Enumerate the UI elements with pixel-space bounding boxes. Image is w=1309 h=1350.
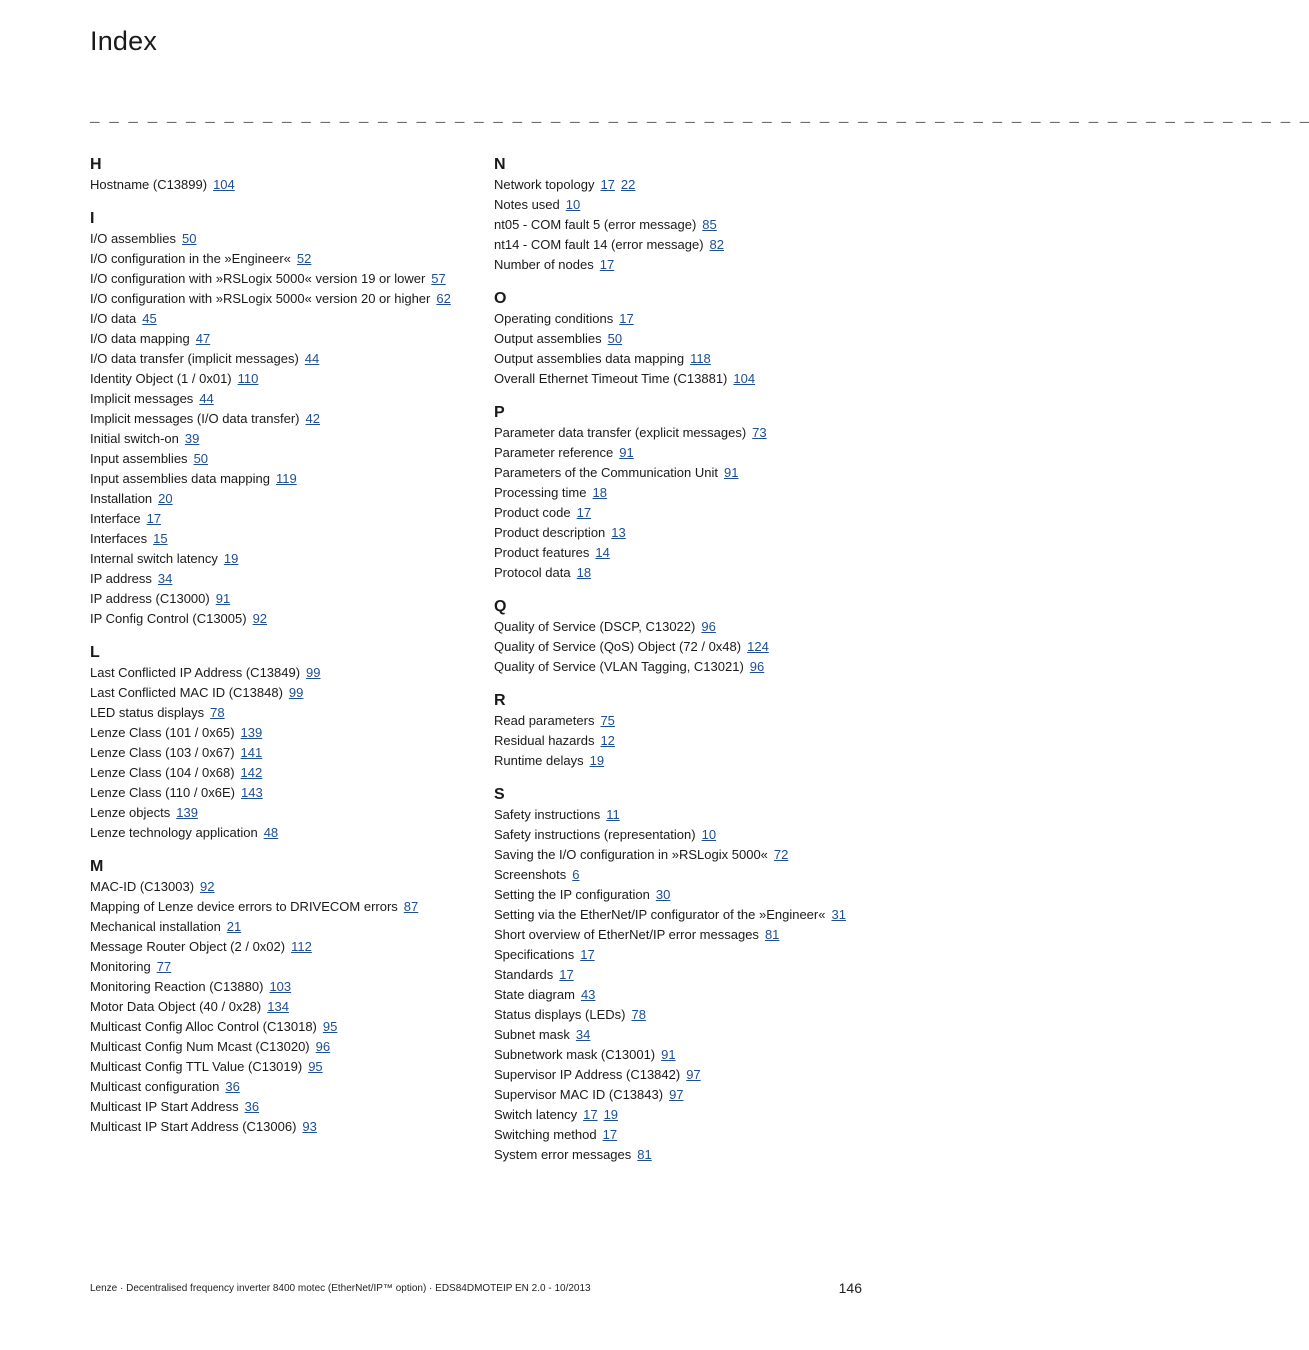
index-entry-text: Switching method bbox=[494, 1127, 597, 1142]
index-entry bbox=[494, 443, 874, 463]
page-link[interactable]: 78 bbox=[210, 705, 225, 720]
page-link[interactable]: 124 bbox=[747, 639, 769, 654]
page-link[interactable]: 91 bbox=[661, 1047, 676, 1062]
index-entry-text: Multicast IP Start Address bbox=[90, 1099, 239, 1114]
index-entry bbox=[90, 175, 480, 195]
index-entry-text: Saving the I/O configuration in »RSLogix 5000« bbox=[494, 847, 768, 862]
index-entry bbox=[494, 805, 874, 825]
index-entry-text: Read parameters bbox=[494, 713, 595, 728]
index-entry bbox=[494, 751, 874, 771]
index-entry bbox=[90, 529, 480, 549]
page-link[interactable]: 52 bbox=[296, 251, 312, 266]
section-letter: R bbox=[494, 692, 506, 709]
page-link[interactable]: 18 bbox=[592, 485, 607, 500]
page-link[interactable]: 19 bbox=[223, 551, 239, 566]
index-entry bbox=[494, 483, 874, 503]
index-entry bbox=[494, 523, 874, 543]
index-entry bbox=[494, 349, 874, 369]
index-column-left bbox=[90, 155, 480, 1151]
page-link[interactable]: 95 bbox=[322, 1019, 338, 1034]
index-entry bbox=[90, 1097, 480, 1117]
index-entry bbox=[90, 803, 480, 823]
index-entry bbox=[494, 1005, 874, 1025]
index-entry-text: Hostname (C13899) bbox=[90, 177, 208, 192]
index-entry bbox=[90, 249, 480, 269]
page-link[interactable]: 36 bbox=[225, 1079, 240, 1094]
index-section-i bbox=[90, 209, 480, 629]
index-entry bbox=[494, 543, 874, 563]
index-entry bbox=[90, 549, 480, 569]
page-link[interactable]: 134 bbox=[267, 999, 289, 1014]
index-entry bbox=[90, 937, 480, 957]
index-entry bbox=[90, 489, 480, 509]
index-entry-text: MAC-ID (C13003) bbox=[90, 879, 195, 894]
index-entry bbox=[90, 429, 480, 449]
index-entry-text: I/O data bbox=[90, 311, 137, 326]
index-entry-text: Lenze technology application bbox=[90, 825, 258, 840]
page-link[interactable]: 91 bbox=[723, 465, 739, 480]
index-entry bbox=[90, 1037, 480, 1057]
page-link[interactable]: 20 bbox=[158, 491, 173, 506]
index-entry-text: Product description bbox=[494, 525, 606, 540]
page-link[interactable]: 118 bbox=[690, 351, 711, 366]
index-entry-text: Quality of Service (QoS) Object (72 / 0x48) bbox=[494, 639, 742, 654]
index-entry-text: Processing time bbox=[494, 485, 587, 500]
index-entry bbox=[90, 977, 480, 997]
index-entry bbox=[90, 1117, 480, 1137]
page-link[interactable]: 17 bbox=[146, 511, 162, 526]
index-entry bbox=[494, 1045, 874, 1065]
index-entry-text: Subnetwork mask (C13001) bbox=[494, 1047, 656, 1062]
index-entry-text: State diagram bbox=[494, 987, 575, 1002]
index-entry bbox=[494, 329, 874, 349]
index-entry-text: Monitoring bbox=[90, 959, 151, 974]
index-entry bbox=[494, 1125, 874, 1145]
index-entry-text: Runtime delays bbox=[494, 753, 584, 768]
index-entry-text: Implicit messages (I/O data transfer) bbox=[90, 411, 300, 426]
index-entry bbox=[90, 743, 480, 763]
index-entry-text: I/O data mapping bbox=[90, 331, 190, 346]
index-entry bbox=[90, 763, 480, 783]
page-link[interactable]: 18 bbox=[576, 565, 592, 580]
index-entry-text: Parameter data transfer (explicit messages) bbox=[494, 425, 747, 440]
page-link[interactable]: 78 bbox=[631, 1007, 646, 1022]
index-entry bbox=[90, 329, 480, 349]
index-entry-text: IP Config Control (C13005) bbox=[90, 611, 247, 626]
index-entry bbox=[90, 877, 480, 897]
section-letter: S bbox=[494, 786, 505, 803]
page-link[interactable]: 34 bbox=[575, 1027, 591, 1042]
index-entry-text: Status displays (LEDs) bbox=[494, 1007, 626, 1022]
index-entry bbox=[90, 683, 480, 703]
index-entry bbox=[90, 783, 480, 803]
index-entry bbox=[494, 657, 874, 677]
page-link[interactable]: 92 bbox=[252, 611, 268, 626]
section-letter: I bbox=[90, 210, 95, 227]
section-letter: O bbox=[494, 290, 507, 307]
page-link[interactable]: 112 bbox=[291, 939, 312, 954]
index-entry bbox=[494, 1065, 874, 1085]
page-link[interactable]: 47 bbox=[195, 331, 211, 346]
index-entry-text: Overall Ethernet Timeout Time (C13881) bbox=[494, 371, 728, 386]
page-link[interactable]: 17 bbox=[576, 505, 592, 520]
page-link[interactable]: 17 bbox=[599, 257, 615, 272]
index-entry-text: Number of nodes bbox=[494, 257, 594, 272]
index-entry-text: Output assemblies data mapping bbox=[494, 351, 685, 366]
page-link[interactable]: 17 bbox=[600, 177, 615, 192]
index-entry-text: Multicast IP Start Address (C13006) bbox=[90, 1119, 297, 1134]
index-entry-text: Short overview of EtherNet/IP error messages bbox=[494, 927, 759, 942]
page-link[interactable]: 77 bbox=[156, 959, 172, 974]
index-entry bbox=[494, 215, 874, 235]
index-entry-text: Standards bbox=[494, 967, 554, 982]
index-entry-text: Quality of Service (DSCP, C13022) bbox=[494, 619, 696, 634]
index-section-p bbox=[494, 403, 874, 583]
index-entry bbox=[90, 1057, 480, 1077]
index-entry-text: Residual hazards bbox=[494, 733, 595, 748]
page-link[interactable]: 44 bbox=[304, 351, 320, 366]
index-entry-text: Protocol data bbox=[494, 565, 571, 580]
page-link[interactable]: 39 bbox=[184, 431, 200, 446]
page-link[interactable]: 96 bbox=[701, 619, 716, 634]
page-link[interactable]: 44 bbox=[199, 391, 214, 406]
page-link[interactable]: 30 bbox=[655, 887, 671, 902]
page-link[interactable]: 85 bbox=[702, 217, 717, 232]
index-entry-text: IP address bbox=[90, 571, 152, 586]
index-entry-text: Message Router Object (2 / 0x02) bbox=[90, 939, 286, 954]
index-entry bbox=[90, 997, 480, 1017]
index-entry-text: I/O configuration with »RSLogix 5000« version 20 or higher bbox=[90, 291, 431, 306]
page-link[interactable]: 95 bbox=[308, 1059, 323, 1074]
index-entry bbox=[90, 823, 480, 843]
page-link[interactable]: 6 bbox=[572, 867, 580, 882]
index-entry-text: Output assemblies bbox=[494, 331, 602, 346]
index-entry bbox=[494, 617, 874, 637]
index-entry-text: Mechanical installation bbox=[90, 919, 221, 934]
index-entry bbox=[90, 229, 480, 249]
index-entry-text: Monitoring Reaction (C13880) bbox=[90, 979, 264, 994]
page-link[interactable]: 139 bbox=[240, 725, 263, 740]
index-entry-text: Mapping of Lenze device errors to DRIVECOM errors bbox=[90, 899, 398, 914]
index-entry bbox=[90, 917, 480, 937]
page-link[interactable]: 17 bbox=[602, 1127, 618, 1142]
index-entry bbox=[90, 723, 480, 743]
index-entry-text: Multicast Config Alloc Control (C13018) bbox=[90, 1019, 317, 1034]
page-link[interactable]: 92 bbox=[200, 879, 215, 894]
index-entry-text: Parameters of the Communication Unit bbox=[494, 465, 718, 480]
section-letter: L bbox=[90, 644, 100, 661]
index-entry-text: Installation bbox=[90, 491, 153, 506]
index-entry-text: Last Conflicted MAC ID (C13848) bbox=[90, 685, 283, 700]
page-link[interactable]: 21 bbox=[226, 919, 242, 934]
page-link[interactable]: 50 bbox=[193, 451, 209, 466]
index-entry-text: Initial switch-on bbox=[90, 431, 179, 446]
index-entry-text: Product features bbox=[494, 545, 590, 560]
index-entry-text: Network topology bbox=[494, 177, 595, 192]
index-section-h bbox=[90, 155, 480, 195]
index-entry bbox=[494, 1145, 874, 1165]
dashed-divider: _ _ _ _ _ _ _ _ _ _ _ _ _ _ _ _ _ _ _ _ _ _ _ _ _ _ _ _ _ _ _ _ _ _ _ _ _ _ _ _ _ _ _ _ _ _ _ _ _ _ _ _ _ _ _ _ _ _ _ _ _ _ _ _ bbox=[90, 108, 1309, 126]
index-entry bbox=[494, 195, 874, 215]
page-link[interactable]: 10 bbox=[701, 827, 717, 842]
page-link[interactable]: 14 bbox=[595, 545, 610, 560]
page-link[interactable]: 43 bbox=[580, 987, 596, 1002]
index-entry bbox=[494, 865, 874, 885]
index-entry-text: Subnet mask bbox=[494, 1027, 570, 1042]
index-entry bbox=[494, 845, 874, 865]
index-entry bbox=[90, 1077, 480, 1097]
index-column-right bbox=[494, 155, 874, 1179]
index-entry bbox=[494, 423, 874, 443]
index-section-q bbox=[494, 597, 874, 677]
index-entry-text: Product code bbox=[494, 505, 571, 520]
index-entry-text: Parameter reference bbox=[494, 445, 614, 460]
index-entry bbox=[494, 711, 874, 731]
index-entry bbox=[494, 563, 874, 583]
page-link[interactable]: 19 bbox=[603, 1107, 619, 1122]
page-link[interactable]: 72 bbox=[773, 847, 789, 862]
index-entry-text: Multicast Config TTL Value (C13019) bbox=[90, 1059, 303, 1074]
page-link[interactable]: 45 bbox=[142, 311, 157, 326]
index-entry-text: Setting the IP configuration bbox=[494, 887, 650, 902]
page-link[interactable]: 50 bbox=[607, 331, 623, 346]
section-letter: M bbox=[90, 858, 104, 875]
page-link[interactable]: 97 bbox=[686, 1067, 701, 1082]
index-section-m bbox=[90, 857, 480, 1137]
page-link[interactable]: 97 bbox=[669, 1087, 684, 1102]
page-link[interactable]: 22 bbox=[620, 177, 636, 192]
index-entry bbox=[90, 289, 480, 309]
index-entry-text: Lenze Class (104 / 0x68) bbox=[90, 765, 235, 780]
index-entry bbox=[494, 463, 874, 483]
page-link[interactable]: 31 bbox=[831, 907, 846, 922]
index-entry-text: nt14 - COM fault 14 (error message) bbox=[494, 237, 704, 252]
page-link[interactable]: 36 bbox=[244, 1099, 260, 1114]
page-link[interactable]: 48 bbox=[263, 825, 279, 840]
page-link[interactable]: 17 bbox=[580, 947, 595, 962]
index-entry-text: Lenze Class (110 / 0x6E) bbox=[90, 785, 235, 800]
index-entry-text: Lenze objects bbox=[90, 805, 171, 820]
index-entry bbox=[494, 945, 874, 965]
page-link[interactable]: 11 bbox=[606, 807, 620, 822]
index-entry-text: I/O assemblies bbox=[90, 231, 176, 246]
index-entry bbox=[494, 965, 874, 985]
page-link[interactable]: 91 bbox=[619, 445, 634, 460]
page-link[interactable]: 34 bbox=[157, 571, 173, 586]
index-entry-text: System error messages bbox=[494, 1147, 632, 1162]
page-link[interactable]: 103 bbox=[269, 979, 292, 994]
index-entry bbox=[90, 309, 480, 329]
index-entry-text: Supervisor IP Address (C13842) bbox=[494, 1067, 681, 1082]
section-letter: N bbox=[494, 156, 506, 173]
index-section-r bbox=[494, 691, 874, 771]
index-entry bbox=[90, 703, 480, 723]
index-entry bbox=[494, 309, 874, 329]
index-entry bbox=[90, 469, 480, 489]
index-entry-text: Multicast Config Num Mcast (C13020) bbox=[90, 1039, 310, 1054]
index-entry bbox=[494, 1025, 874, 1045]
page-link[interactable]: 82 bbox=[709, 237, 724, 252]
index-entry bbox=[494, 1085, 874, 1105]
index-entry bbox=[494, 503, 874, 523]
index-entry-text: Operating conditions bbox=[494, 311, 614, 326]
index-entry bbox=[494, 825, 874, 845]
index-entry-text: Switch latency bbox=[494, 1107, 578, 1122]
index-entry-text: Input assemblies bbox=[90, 451, 188, 466]
index-entry bbox=[90, 1017, 480, 1037]
index-entry bbox=[90, 409, 480, 429]
index-entry bbox=[494, 1105, 874, 1125]
page-link[interactable]: 73 bbox=[752, 425, 767, 440]
index-entry-text: Supervisor MAC ID (C13843) bbox=[494, 1087, 664, 1102]
page-link[interactable]: 91 bbox=[215, 591, 231, 606]
page-number: 146 bbox=[838, 1280, 862, 1296]
index-entry bbox=[494, 885, 874, 905]
index-entry bbox=[494, 235, 874, 255]
page-link[interactable]: 17 bbox=[619, 311, 634, 326]
index-entry bbox=[494, 985, 874, 1005]
page-link[interactable]: 99 bbox=[306, 665, 321, 680]
footer-doc-info: Lenze · Decentralised frequency inverter 8400 motec (EtherNet/IP™ option) · EDS84DMOTEIP EN 2.0 - 10/2013 bbox=[90, 1283, 591, 1294]
index-entry-text: Specifications bbox=[494, 947, 575, 962]
section-letter: Q bbox=[494, 598, 507, 615]
page-link[interactable]: 75 bbox=[600, 713, 615, 728]
index-entry-text: Input assemblies data mapping bbox=[90, 471, 270, 486]
page-link[interactable]: 139 bbox=[176, 805, 198, 820]
index-entry-text: Internal switch latency bbox=[90, 551, 218, 566]
index-entry-text: Lenze Class (103 / 0x67) bbox=[90, 745, 235, 760]
page-link[interactable]: 143 bbox=[241, 785, 263, 800]
index-entry bbox=[90, 509, 480, 529]
index-entry bbox=[90, 449, 480, 469]
index-entry bbox=[90, 609, 480, 629]
page-link[interactable]: 141 bbox=[240, 745, 263, 760]
index-entry bbox=[494, 175, 874, 195]
page-link[interactable]: 119 bbox=[275, 471, 297, 486]
page-link[interactable]: 19 bbox=[589, 753, 605, 768]
page-link[interactable]: 104 bbox=[733, 371, 756, 386]
index-entry bbox=[90, 897, 480, 917]
page-link[interactable]: 62 bbox=[436, 291, 451, 306]
index-entry-text: Multicast configuration bbox=[90, 1079, 220, 1094]
index-entry bbox=[90, 349, 480, 369]
page-link[interactable]: 12 bbox=[600, 733, 615, 748]
section-letter: P bbox=[494, 404, 505, 421]
index-entry bbox=[90, 957, 480, 977]
page-link[interactable]: 104 bbox=[213, 177, 235, 192]
index-entry-text: nt05 - COM fault 5 (error message) bbox=[494, 217, 697, 232]
page-link[interactable]: 57 bbox=[431, 271, 446, 286]
page-link[interactable]: 10 bbox=[565, 197, 581, 212]
index-entry-text: Motor Data Object (40 / 0x28) bbox=[90, 999, 262, 1014]
index-entry bbox=[90, 569, 480, 589]
index-entry-text: Interface bbox=[90, 511, 141, 526]
index-entry-text: Interfaces bbox=[90, 531, 148, 546]
index-section-s bbox=[494, 785, 874, 1165]
index-entry bbox=[494, 255, 874, 275]
index-entry-text: Quality of Service (VLAN Tagging, C13021) bbox=[494, 659, 744, 674]
index-entry-text: Safety instructions bbox=[494, 807, 601, 822]
index-entry bbox=[90, 663, 480, 683]
index-entry-text: I/O configuration in the »Engineer« bbox=[90, 251, 291, 266]
index-section-l bbox=[90, 643, 480, 843]
index-entry-text: Safety instructions (representation) bbox=[494, 827, 696, 842]
index-entry-text: Notes used bbox=[494, 197, 560, 212]
page-link[interactable]: 17 bbox=[559, 967, 574, 982]
index-entry bbox=[494, 637, 874, 657]
index-entry bbox=[90, 269, 480, 289]
page-link[interactable]: 96 bbox=[749, 659, 765, 674]
index-entry-text: Screenshots bbox=[494, 867, 567, 882]
index-entry bbox=[494, 925, 874, 945]
index-entry-text: Last Conflicted IP Address (C13849) bbox=[90, 665, 301, 680]
index-entry-text: Implicit messages bbox=[90, 391, 194, 406]
index-entry bbox=[90, 369, 480, 389]
page-link[interactable]: 13 bbox=[611, 525, 626, 540]
page-link[interactable]: 17 bbox=[583, 1107, 598, 1122]
page-link[interactable]: 50 bbox=[181, 231, 197, 246]
index-entry-text: Setting via the EtherNet/IP configurator of the »Engineer« bbox=[494, 907, 826, 922]
page-link[interactable]: 93 bbox=[302, 1119, 317, 1134]
page-link[interactable]: 81 bbox=[637, 1147, 652, 1162]
page-link[interactable]: 81 bbox=[764, 927, 780, 942]
index-section-o bbox=[494, 289, 874, 389]
index-entry-text: IP address (C13000) bbox=[90, 591, 210, 606]
index-entry bbox=[90, 589, 480, 609]
index-entry-text: I/O configuration with »RSLogix 5000« version 19 or lower bbox=[90, 271, 426, 286]
page-title: Index bbox=[90, 26, 158, 56]
index-section-n bbox=[494, 155, 874, 275]
page-link[interactable]: 142 bbox=[240, 765, 263, 780]
index-entry bbox=[494, 905, 874, 925]
page-link[interactable]: 96 bbox=[315, 1039, 331, 1054]
page-link[interactable]: 99 bbox=[288, 685, 304, 700]
index-entry bbox=[494, 369, 874, 389]
index-entry bbox=[90, 389, 480, 409]
index-entry bbox=[494, 731, 874, 751]
section-letter: H bbox=[90, 156, 102, 173]
index-entry-text: LED status displays bbox=[90, 705, 205, 720]
index-entry-text: Identity Object (1 / 0x01) bbox=[90, 371, 232, 386]
page-link[interactable]: 110 bbox=[237, 371, 259, 386]
page-link[interactable]: 15 bbox=[153, 531, 168, 546]
index-entry-text: Lenze Class (101 / 0x65) bbox=[90, 725, 235, 740]
page-link[interactable]: 87 bbox=[403, 899, 419, 914]
index-entry-text: I/O data transfer (implicit messages) bbox=[90, 351, 299, 366]
page-link[interactable]: 42 bbox=[305, 411, 320, 426]
